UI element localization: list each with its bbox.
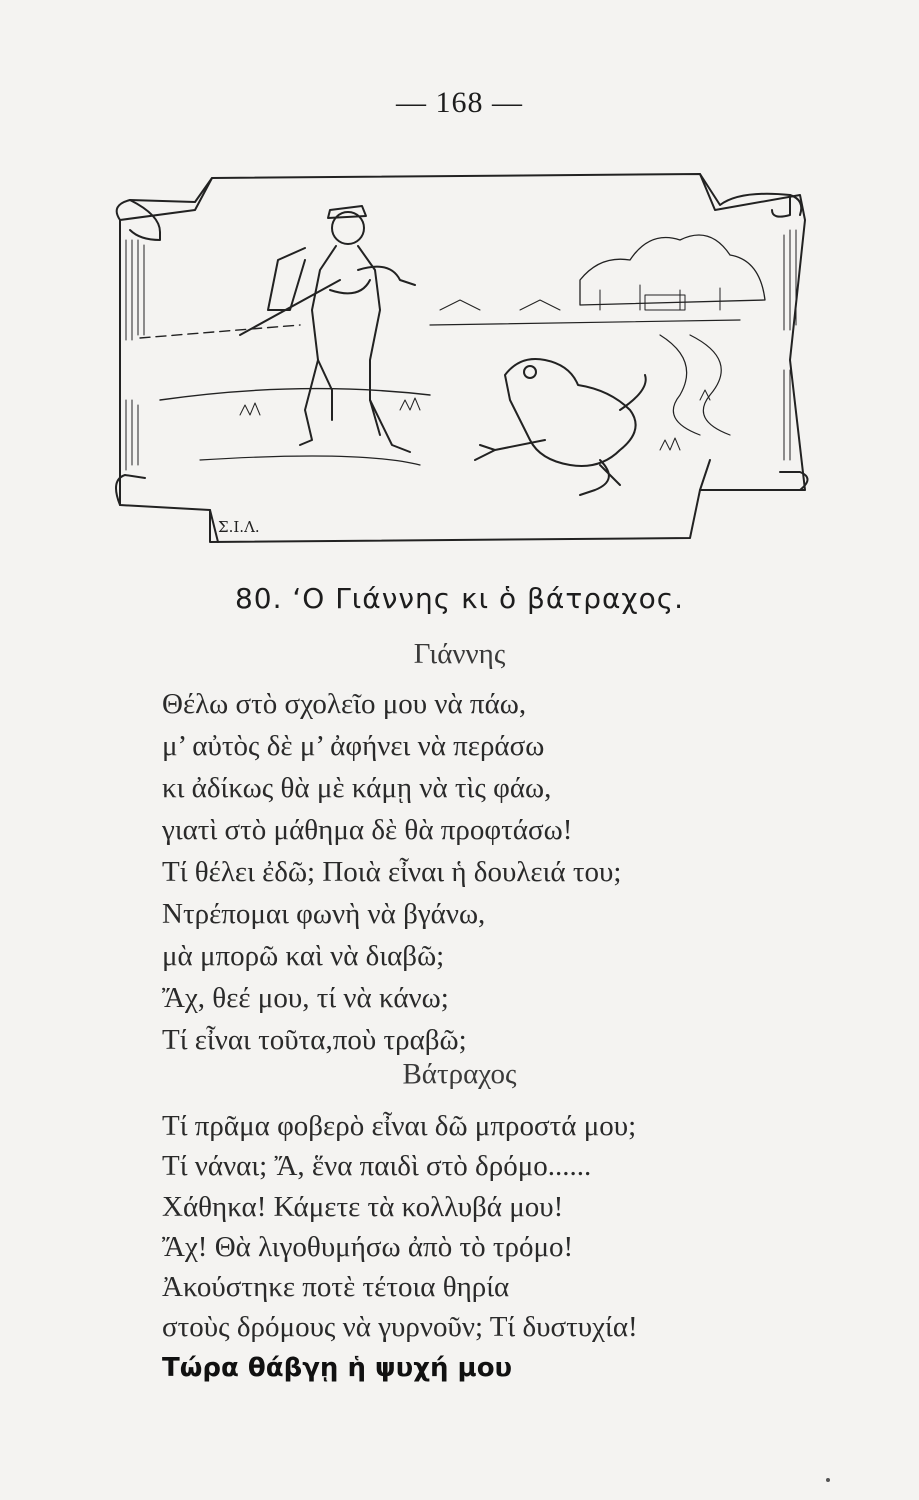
poem-line: Θέλω στὸ σχολεῖο μου νὰ πάω,: [162, 688, 527, 720]
poem-line: μὰ μπορῶ καὶ νὰ διαβῶ;: [162, 940, 445, 972]
poem-line: Τί πρᾶμα φοβερὸ εἶναι δῶ μπροστά μου;: [162, 1110, 637, 1142]
poem-line: Τί θέλει ἐδῶ; Ποιὰ εἶναι ἡ δουλειά του;: [162, 856, 622, 888]
poem-line: στοὺς δρόμους νὰ γυρνοῦν; Τί δυστυχία!: [162, 1311, 638, 1344]
poem-line: μ’ αὐτὸς δὲ μ’ ἀφήνει νὰ περάσω: [162, 730, 545, 762]
speck-mark: [826, 1478, 830, 1482]
boy-and-frog-illustration: [100, 160, 820, 550]
poem-line: Τί εἶναι τοῦτα,ποὺ τραβῶ;: [162, 1024, 467, 1056]
poem-line: Ἄχ! Θὰ λιγοθυμήσω ἀπὸ τὸ τρόμο!: [162, 1230, 574, 1263]
speaker-giannis: Γιάννης: [413, 638, 506, 670]
stanza-giannis: [162, 683, 621, 1061]
poem-title: 80. ‘Ο Γιάννης κι ὁ βάτραχος.: [234, 582, 685, 615]
poem-line: γιατὶ στὸ μάθημα δὲ θὰ προφτάσω!: [162, 814, 573, 846]
poem-line: Ἄχ, θεέ μου, τί νὰ κάνω;: [162, 982, 449, 1014]
poem-line: Τί νάναι; Ἄ, ἕνα παιδὶ στὸ δρόμο......: [162, 1150, 592, 1183]
page-number: — 168 —: [396, 86, 523, 119]
poem-line: Ντρέπομαι φωνὴ νὰ βγάνω,: [162, 898, 486, 930]
illustration-signature: Σ.Ι.Λ.: [218, 518, 260, 536]
poem-line: Τώρα θάβγῃ ἡ ψυχή μου: [162, 1352, 513, 1383]
poem-line: Ἀκούστηκε ποτὲ τέτοια θηρία: [162, 1271, 510, 1304]
poem-line: Χάθηκα! Κάμετε τὰ κολλυβά μου!: [162, 1190, 564, 1223]
stanza-vatrachos: [162, 1106, 638, 1388]
poem-line: κι ἀδίκως θὰ μὲ κάμῃ νὰ τὶς φάω,: [162, 772, 552, 804]
speaker-vatrachos: Βάτραχος: [402, 1058, 517, 1090]
